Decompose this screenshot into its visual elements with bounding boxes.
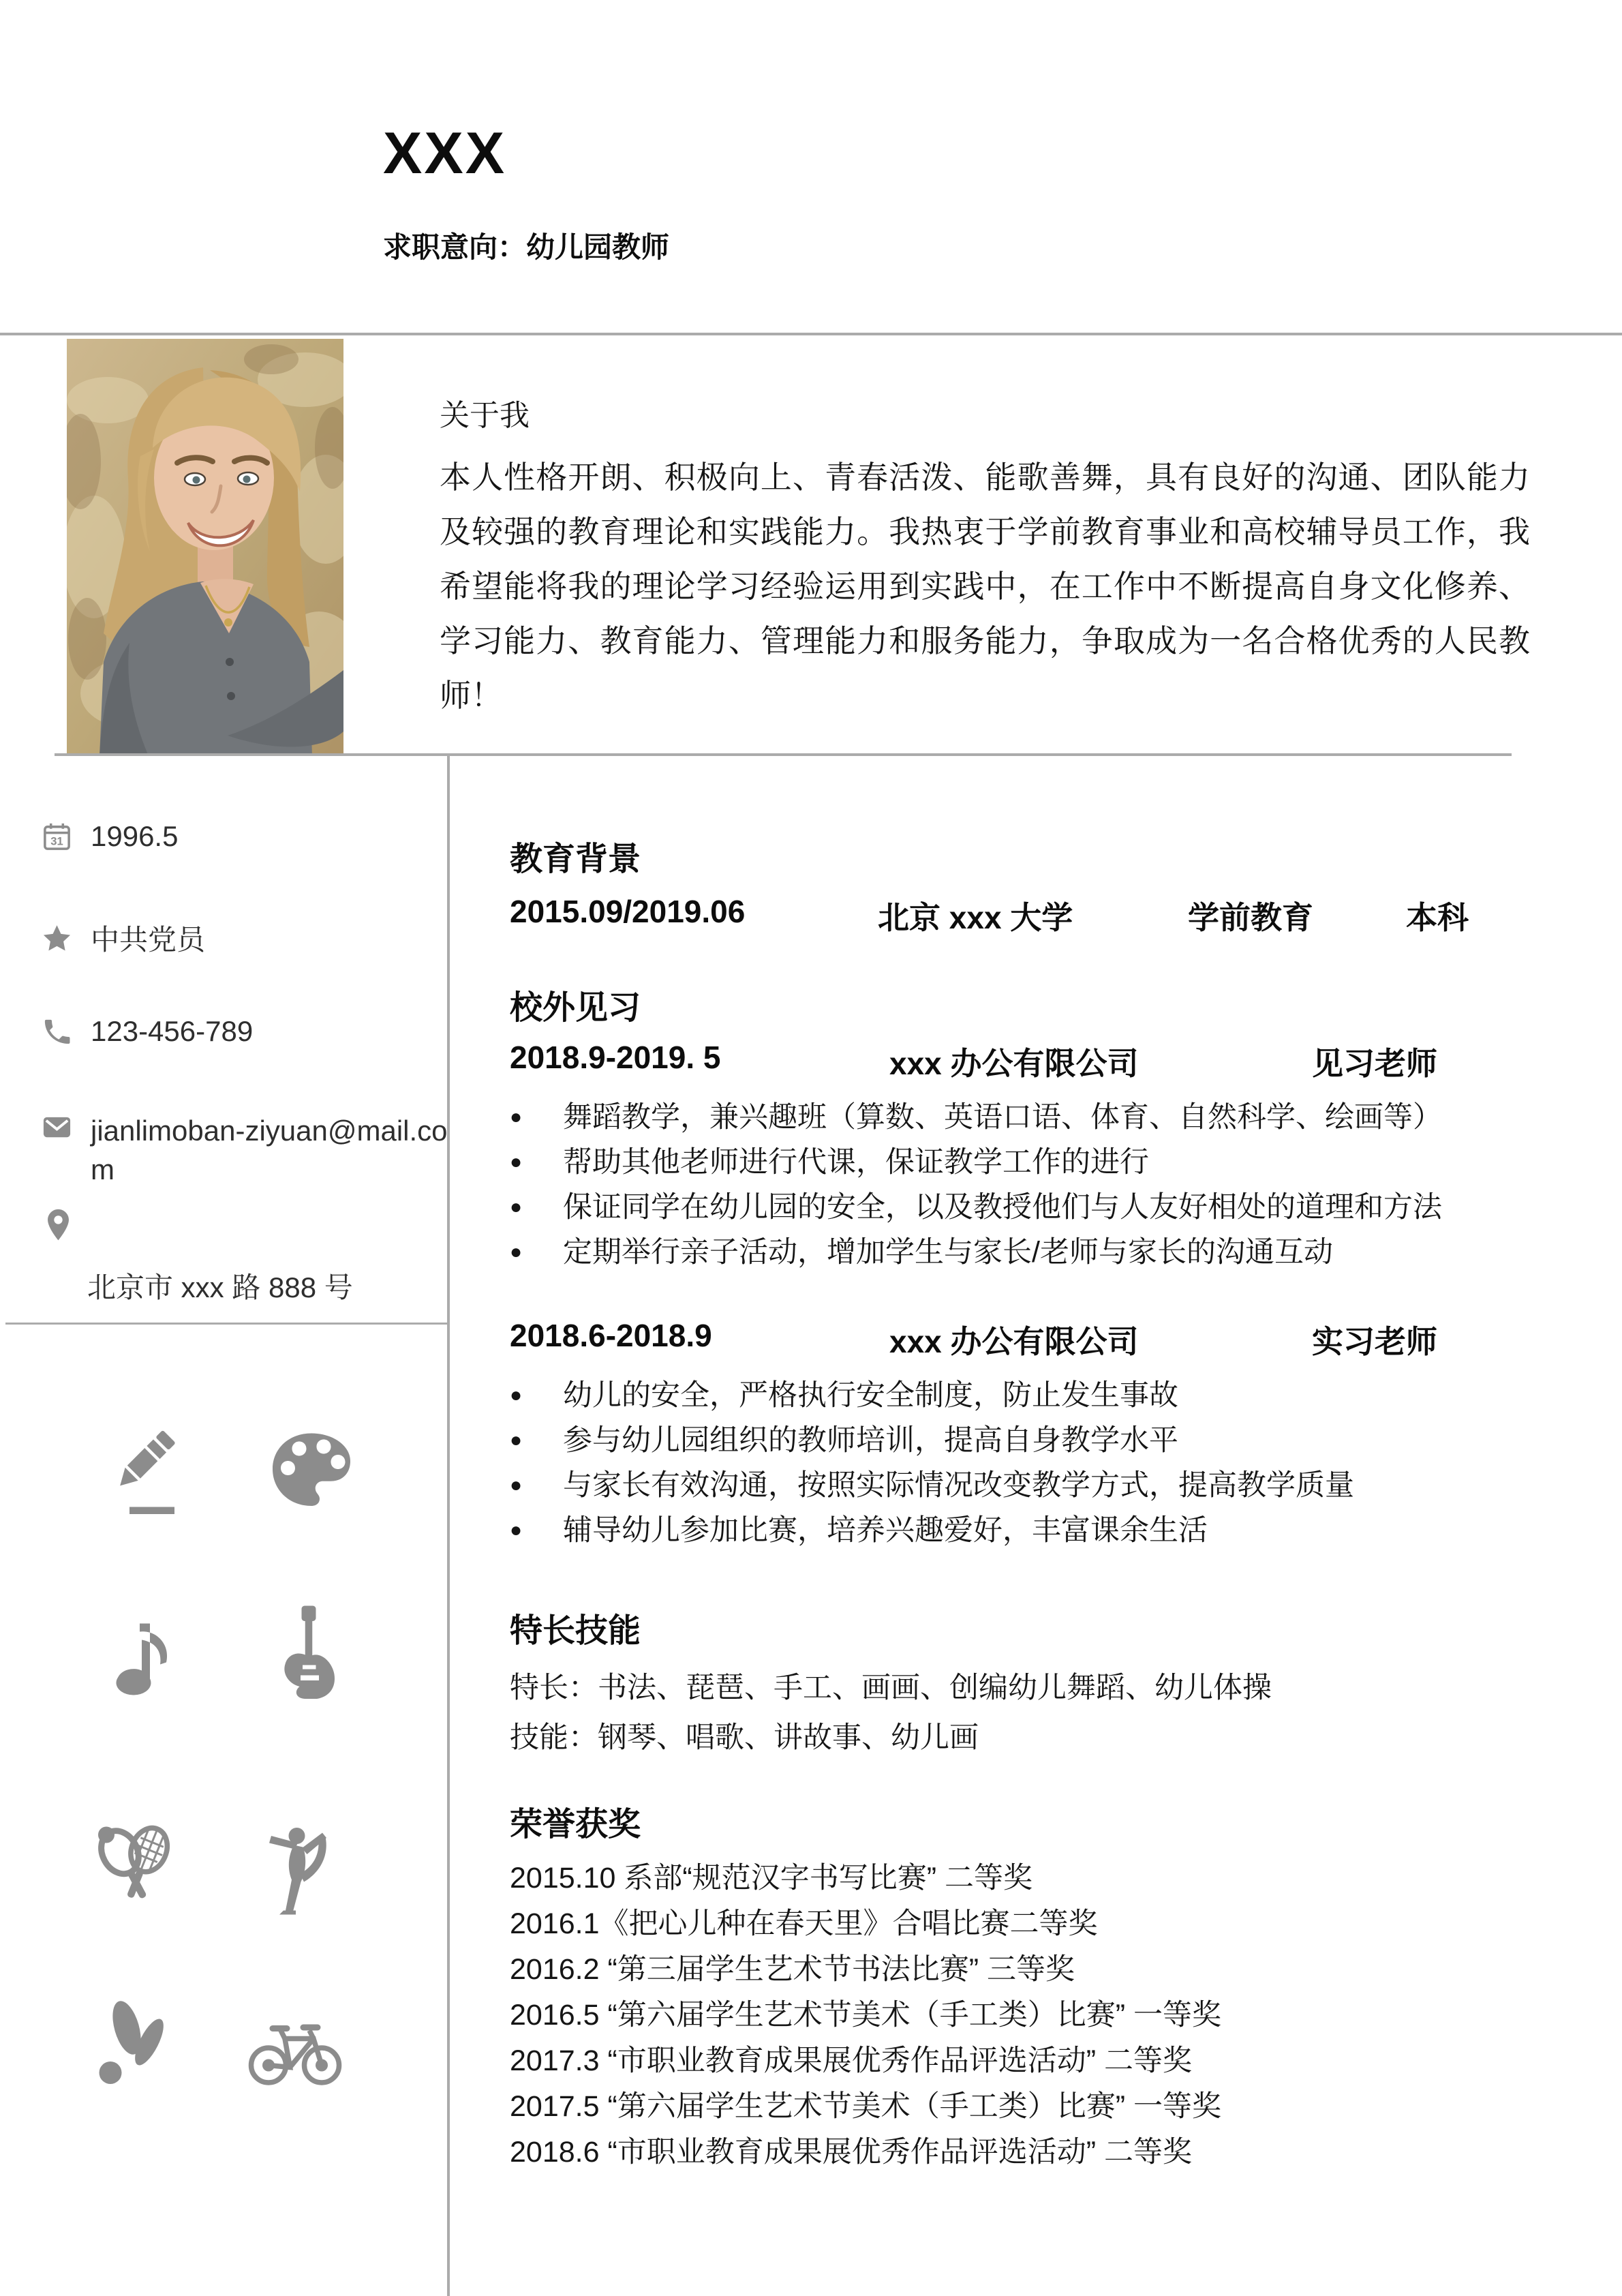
awards-list [510,1856,1520,2175]
list-item [510,1418,1520,1463]
education-major: 学前教育 [1188,900,1313,935]
job-role: 见习老师 [1312,1046,1437,1081]
award-item: 2016.1《把心儿种在春天里》合唱比赛二等奖 [510,1907,1098,1940]
awards-heading: 荣誉获奖 [510,1807,641,1843]
email-item [41,1111,464,1189]
list-item [510,1373,1520,1418]
tennis-icon [82,1819,184,1924]
location-icon [42,1208,74,1248]
job-period: 2018.9-2019. 5 [510,1040,721,1075]
job-period: 2018.6-2018.9 [510,1318,712,1353]
specialty-line: 特长：书法、琵琶、手工、画画、创编幼儿舞蹈、幼儿体操 [510,1672,1272,1704]
bullet-text: 幼儿的安全，严格执行安全制度，防止发生事故 [563,1379,1178,1412]
skills-heading: 特长技能 [510,1613,641,1649]
dancer-icon [249,1819,351,1924]
job-row [510,1039,1520,1084]
job-intention: 求职意向：幼儿园教师 [383,231,670,263]
badminton-icon [82,1989,184,2095]
bullet-icon: ● [510,1241,523,1263]
list-item [510,1463,1520,1508]
award-item: 2017.3 “市职业教育成果展优秀作品评选活动” 二等奖 [510,2044,1193,2077]
calendar-icon [41,821,73,853]
list-item [510,1140,1520,1185]
job-row [510,1317,1520,1362]
bullet-text: 参与幼儿园组织的教师培训，提高自身教学水平 [563,1424,1178,1457]
education-heading: 教育背景 [510,841,641,877]
mail-icon [41,1111,73,1143]
list-item [510,1095,1520,1140]
about-text: 本人性格开朗、积极向上、青春活泼、能歌善舞，具有良好的沟通、团队能力及较强的教育理论和实践能力。我热衷于学前教育事业和高校辅导员工作，我希望能将我的理论学习经验运用到实践中，在工作中不断提高自身文化修养、学习能力、教育能力、管理能力和服务能力，争取成为一名合格优秀的人民教师！ [440,459,1530,713]
award-item: 2015.10 系部“规范汉字书写比赛” 二等奖 [510,1862,1032,1894]
section-divider [55,753,1512,756]
job-company: xxx 办公有限公司 [889,1046,1139,1081]
about-section [440,397,1530,723]
bullet-icon: ● [510,1196,523,1218]
about-heading: 关于我 [440,399,530,432]
political-status-value: 中共党员 [91,924,206,956]
phone-item [41,1015,253,1048]
award-item: 2016.5 “第六届学生艺术节美术（手工类）比赛” 一等奖 [510,1999,1222,2031]
email-value: jianlimoban-ziyuan@mail.com [91,1115,448,1185]
bullet-icon: ● [510,1151,523,1173]
list-item [510,1508,1520,1553]
bicycle-icon [244,1994,346,2100]
job-company: xxx 办公有限公司 [889,1324,1139,1359]
contact-divider [5,1323,448,1325]
skill-line: 技能：钢琴、唱歌、讲故事、幼儿画 [510,1721,979,1754]
education-row [510,893,1520,938]
list-item [510,1230,1520,1275]
award-item: 2017.5 “第六届学生艺术节美术（手工类）比赛” 一等奖 [510,2090,1222,2123]
bullet-text: 保证同学在幼儿园的安全，以及教授他们与人友好相处的道理和方法 [563,1191,1442,1224]
job-bullet-list [510,1373,1520,1553]
education-school: 北京 xxx 大学 [878,900,1073,935]
bullet-icon: ● [510,1384,523,1406]
music-note-icon [91,1607,193,1713]
phone-icon [41,1016,73,1048]
bullet-icon: ● [510,1106,523,1128]
bullet-text: 舞蹈教学，兼兴趣班（算数、英语口语、体育、自然科学、绘画等） [563,1101,1442,1134]
education-degree: 本科 [1406,900,1469,935]
list-item [510,1185,1520,1230]
internship-heading: 校外见习 [510,990,641,1026]
pencil-icon [91,1419,193,1525]
bullet-text: 帮助其他老师进行代课，保证教学工作的进行 [563,1146,1149,1179]
birthdate-item [41,820,178,853]
bullet-text: 定期举行亲子活动，增加学生与家长/老师与家长的沟通互动 [563,1236,1333,1269]
bullet-text: 辅导幼儿参加比赛，培养兴趣爱好，丰富课余生活 [563,1514,1208,1547]
guitar-icon [258,1602,360,1708]
education-period: 2015.09/2019.06 [510,894,746,929]
award-item: 2018.6 “市职业教育成果展优秀作品评选活动” 二等奖 [510,2136,1193,2169]
political-status-item [41,918,205,958]
main-content [510,841,1520,2175]
sidebar-divider [447,753,450,2296]
profile-photo [67,339,343,756]
bullet-icon: ● [510,1429,523,1451]
palette-icon [260,1419,363,1525]
job-role: 实习老师 [1312,1324,1437,1359]
bullet-icon: ● [510,1519,523,1541]
page-title: XXX [383,121,507,186]
bullet-icon: ● [510,1474,523,1496]
birthdate-value: 1996.5 [91,820,179,852]
address-value: 北京市 xxx 路 888 号 [87,1271,353,1303]
award-item: 2016.2 “第三届学生艺术节书法比赛” 三等奖 [510,1953,1075,1986]
header-divider [0,333,1622,335]
phone-value: 123-456-789 [91,1015,254,1047]
svg-text:31: 31 [50,834,63,847]
star-icon [41,922,73,954]
bullet-text: 与家长有效沟通，按照实际情况改变教学方式，提高教学质量 [563,1469,1354,1502]
job-bullet-list [510,1095,1520,1275]
